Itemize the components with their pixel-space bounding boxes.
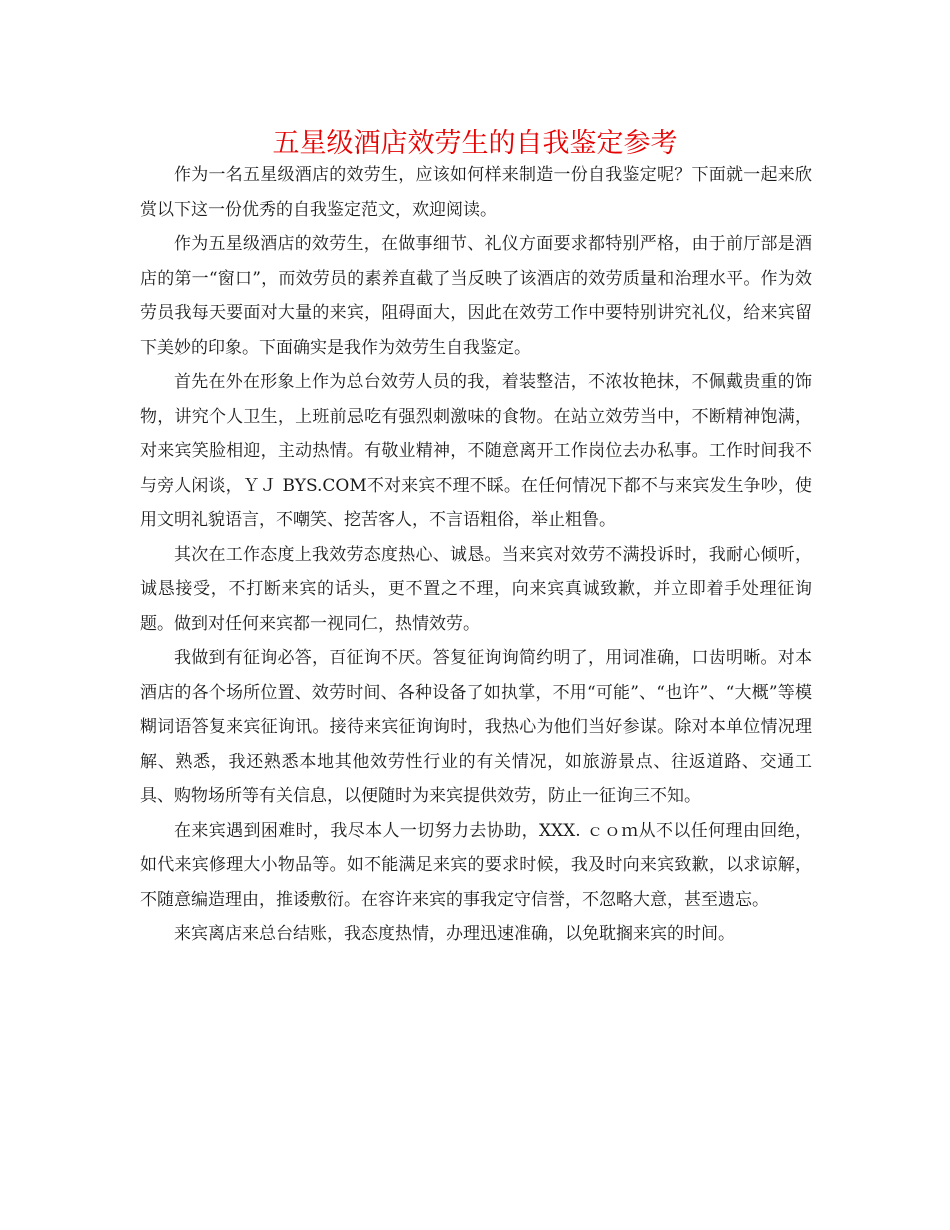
document-body: [140, 158, 812, 952]
paragraph-1: 作为一名五星级酒店的效劳生，应该如何样来制造一份自我鉴定呢？下面就一起来欣赏以下这一份优秀的自我鉴定范文，欢迎阅读。: [140, 165, 812, 220]
paragraph-6: 在来宾遇到困难时，我尽本人一切努力去协助，XXX. ｃｏｍ从不以任何理由回绝，如代来宾修理大小物品等。如不能满足来宾的要求时候，我及时向来宾致歉，以求谅解，不随意编造理由，推诿敷衍。在容许来宾的事我定守信誉，不忽略大意，甚至遗忘。: [140, 820, 812, 910]
paragraph-3: 首先在外在形象上作为总台效劳人员的我，着装整洁，不浓妆艳抹，不佩戴贵重的饰物，讲究个人卫生，上班前忌吃有强烈刺激味的食物。在站立效劳当中，不断精神饱满，对来宾笑脸相迎，主动热情。有敬业精神，不随意离开工作岗位去办私事。工作时间我不与旁人闲谈，ＹＪ BYS.COM不对来宾不理不睬。在任何情况下都不与来宾发生争吵，使用文明礼貌语言，不嘲笑、挖苦客人，不言语粗俗，举止粗鲁。: [140, 372, 812, 530]
paragraph-5: 我做到有征询必答，百征询不厌。答复征询询简约明了，用词准确，口齿明晰。对本酒店的各个场所位置、效劳时间、各种设备了如执掌，不用“可能”、“也许”、“大概”等模糊词语答复来宾征询讯。接待来宾征询询时，我热心为他们当好参谋。除对本单位情况理解、熟悉，我还熟悉本地其他效劳性行业的有关情况，如旅游景点、往返道路、交通工具、购物场所等有关信息，以便随时为来宾提供效劳，防止一征询三不知。: [140, 648, 812, 806]
paragraph-4: 其次在工作态度上我效劳态度热心、诚恳。当来宾对效劳不满投诉时，我耐心倾听，诚恳接受，不打断来宾的话头，更不置之不理，向来宾真诚致歉，并立即着手处理征询题。做到对任何来宾都一视同仁，热情效劳。: [140, 544, 812, 634]
paragraph-7: 来宾离店来总台结账，我态度热情，办理迅速准确，以免耽搁来宾的时间。: [174, 924, 735, 944]
document-title: 五星级酒店效劳生的自我鉴定参考: [272, 128, 678, 159]
paragraph-2: 作为五星级酒店的效劳生，在做事细节、礼仪方面要求都特别严格，由于前厅部是酒店的第一“窗口”，而效劳员的素养直截了当反映了该酒店的效劳质量和治理水平。作为效劳员我每天要面对大量的来宾，阻碍面大，因此在效劳工作中要特别讲究礼仪，给来宾留下美妙的印象。下面确实是我作为效劳生自我鉴定。: [140, 234, 812, 358]
